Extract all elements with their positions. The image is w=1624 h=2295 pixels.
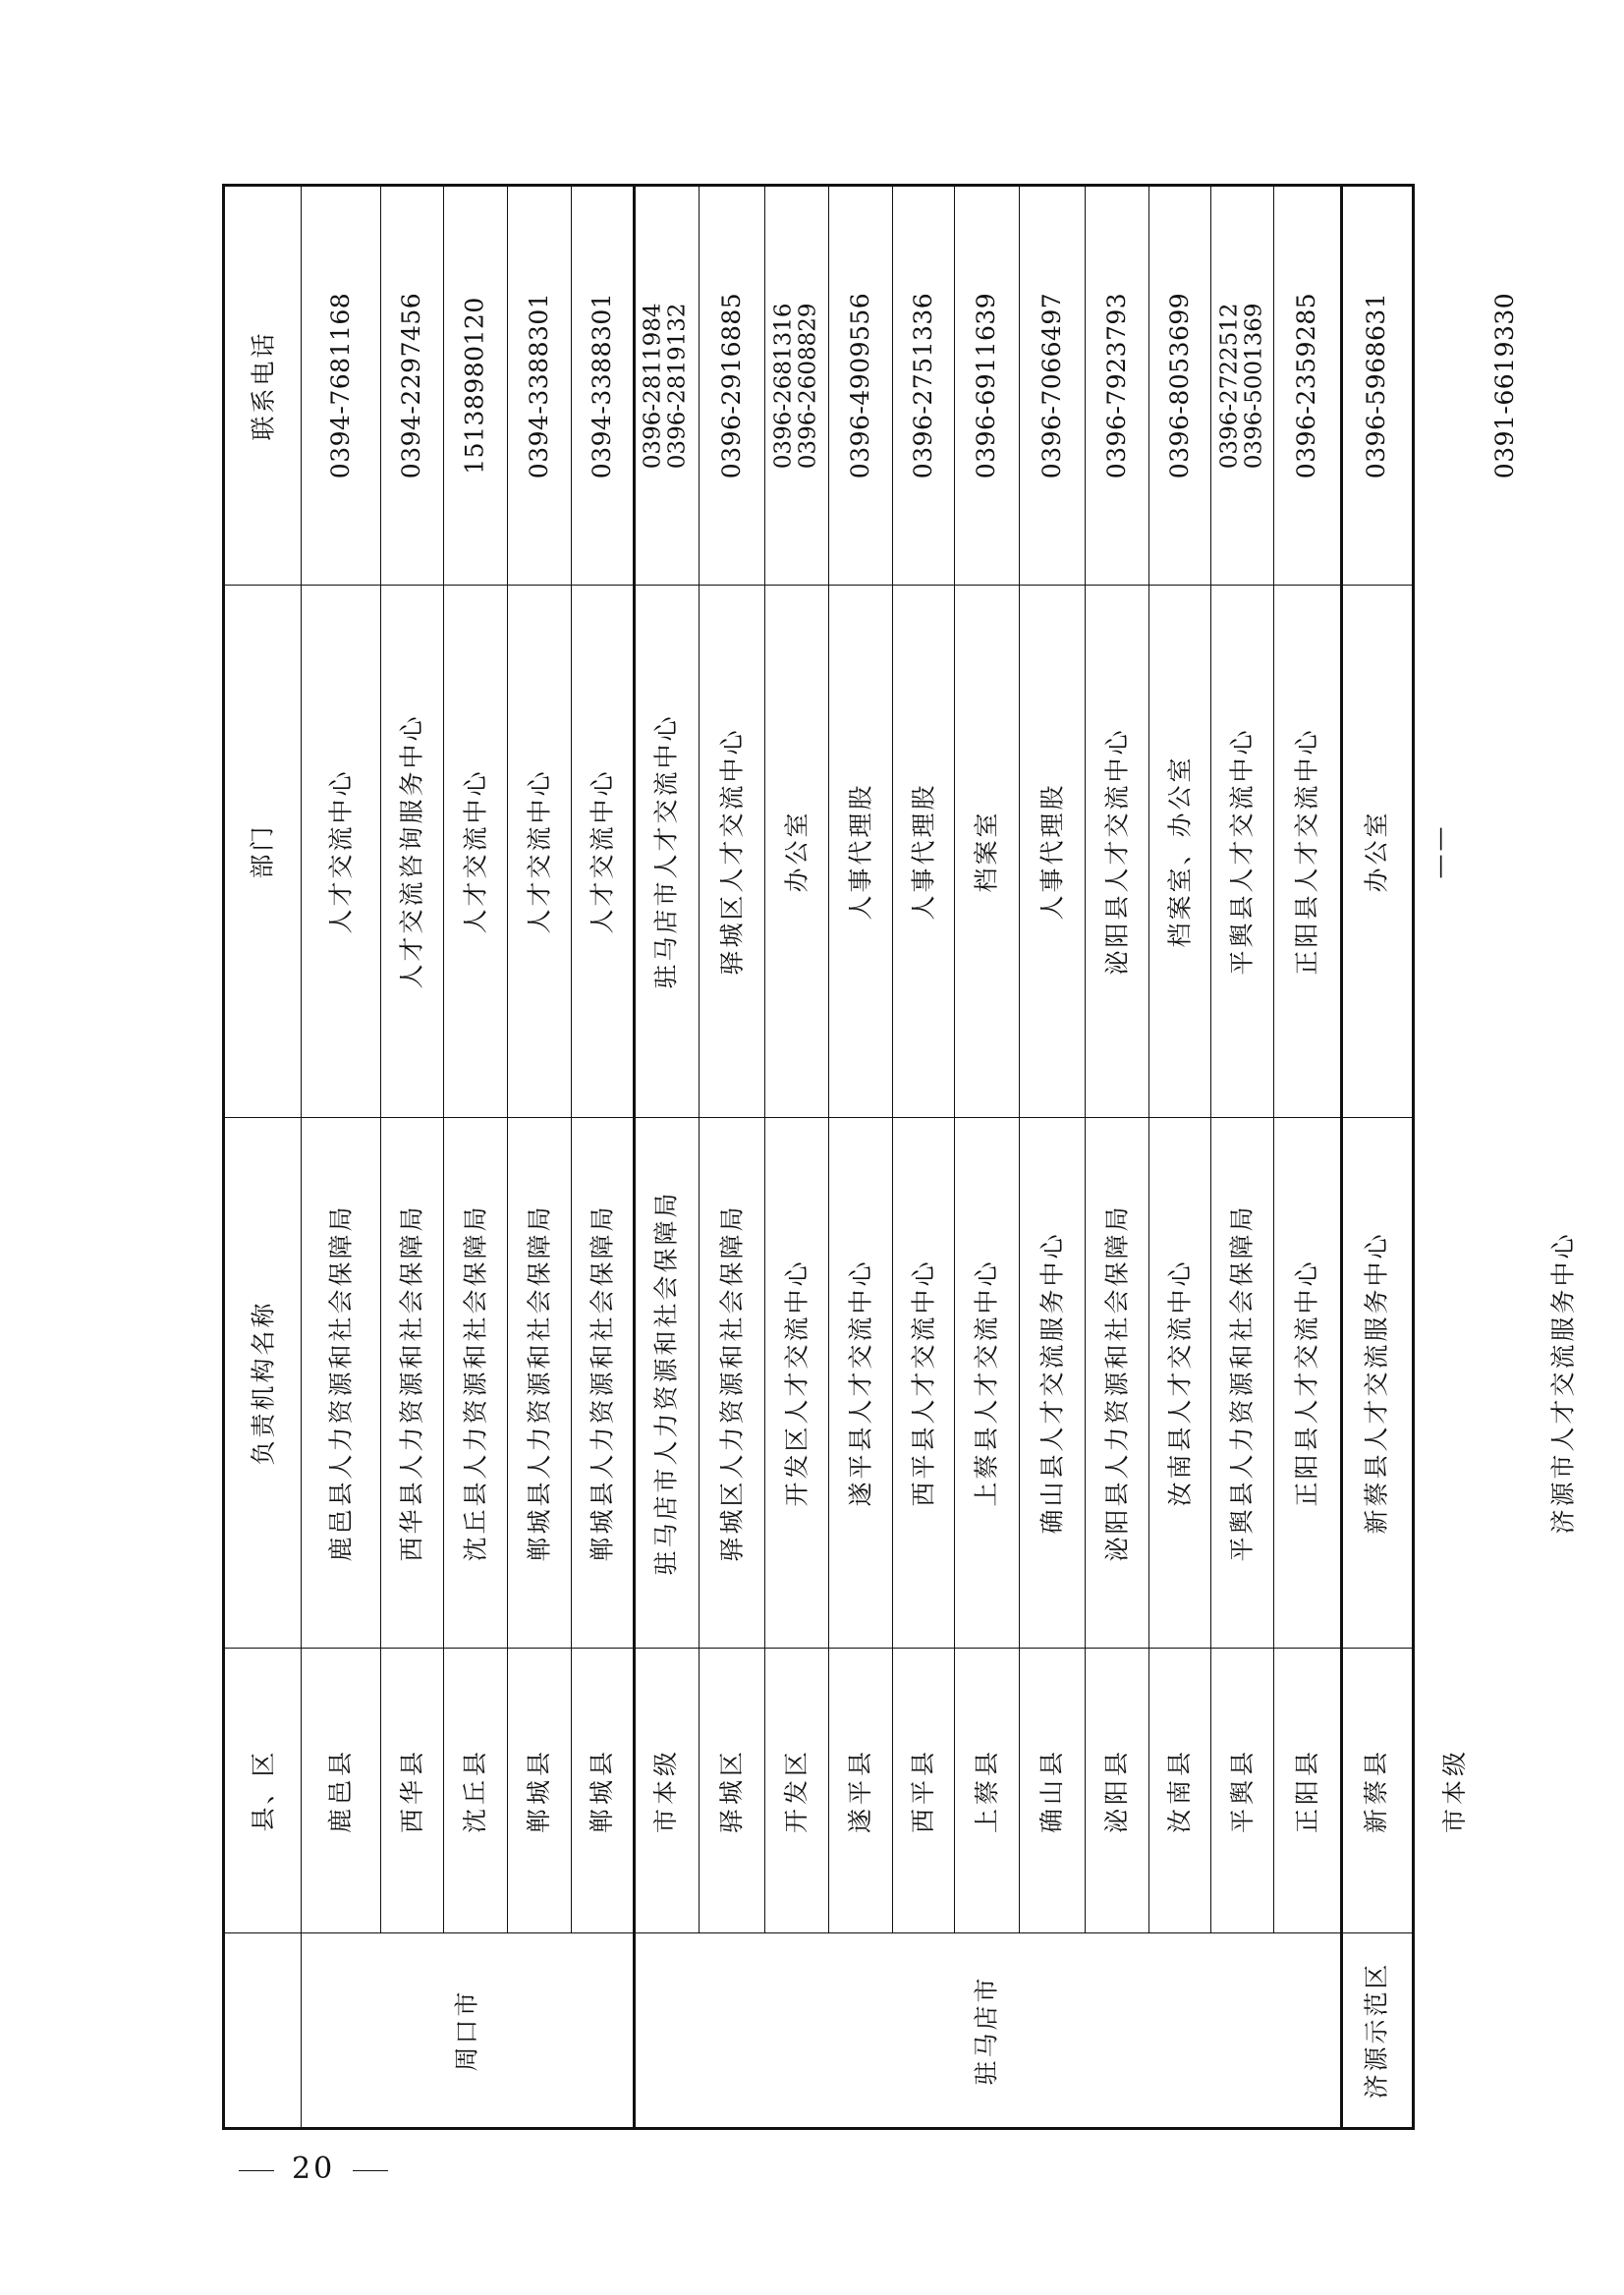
dept-cell <box>507 585 571 1117</box>
phone-cell <box>507 187 571 585</box>
org-cell <box>443 1117 507 1648</box>
phone-cell <box>828 187 892 585</box>
dept-cell <box>828 585 892 1117</box>
dept-name: 办公室 <box>782 809 812 893</box>
contact-table <box>222 184 1578 2130</box>
dept-cell <box>1019 585 1085 1117</box>
county-cell <box>1085 1648 1148 1932</box>
org-cell <box>1019 1117 1085 1648</box>
city-name: 济源示范区 <box>1362 1960 1391 2099</box>
county-name: 西华县 <box>397 1747 426 1833</box>
county-name: 沈丘县 <box>461 1747 490 1833</box>
org-name: 驻马店市人力资源和社会保障局 <box>651 1189 681 1576</box>
org-name: 泌阳县人力资源和社会保障局 <box>1102 1203 1132 1562</box>
city-cell <box>1340 1932 1412 2127</box>
dept-name: 办公室 <box>1362 809 1391 893</box>
header-county <box>225 1648 301 1932</box>
phone-number: 0396-6911639 <box>972 292 1001 479</box>
org-cell <box>380 1117 443 1648</box>
phone-cell <box>443 187 507 585</box>
dept-name: 人事代理股 <box>846 781 875 921</box>
phone-cell <box>1340 187 1412 585</box>
dept-cell <box>380 585 443 1117</box>
org-name: 确山县人才交流服务中心 <box>1037 1230 1067 1535</box>
county-cell <box>699 1648 764 1932</box>
header-phone-text: 联系电话 <box>249 330 278 441</box>
county-name: 郸城县 <box>588 1747 617 1833</box>
phone-number: 0396-5001369 <box>1241 303 1266 469</box>
county-name: 遂平县 <box>846 1747 875 1833</box>
page-dash-left <box>239 2170 274 2171</box>
org-cell <box>699 1117 764 1648</box>
phone-stack <box>772 303 821 469</box>
phone-number: 0396-2608829 <box>795 303 821 469</box>
dept-name: 人事代理股 <box>909 781 938 921</box>
phone-number: 0396-8053699 <box>1165 292 1195 479</box>
dept-name: 人才交流中心 <box>588 767 617 934</box>
county-name: 泌阳县 <box>1102 1747 1132 1833</box>
dept-cell <box>1340 585 1412 1117</box>
phone-cell <box>892 187 954 585</box>
phone-number: 0394-2297456 <box>397 292 426 479</box>
county-name: 平舆县 <box>1227 1747 1257 1833</box>
county-name: 确山县 <box>1037 1747 1067 1833</box>
phone-number: 0394-3388301 <box>588 292 617 479</box>
county-name: 汝南县 <box>1165 1747 1195 1833</box>
dept-name: 人才交流中心 <box>326 767 356 934</box>
org-cell <box>301 1117 380 1648</box>
phone-cell <box>954 187 1019 585</box>
phone-number: 0396-7066497 <box>1037 292 1067 479</box>
dept-cell <box>301 585 380 1117</box>
phone-number: 0396-2751336 <box>909 292 938 479</box>
dept-cell <box>699 585 764 1117</box>
dept-cell <box>1085 585 1148 1117</box>
org-cell <box>571 1117 633 1648</box>
county-cell <box>892 1648 954 1932</box>
phone-number: 0396-2819132 <box>664 303 691 469</box>
dept-name: 档案室 <box>972 809 1001 893</box>
phone-number: 0396-4909556 <box>846 292 875 479</box>
header-org <box>225 1117 301 1648</box>
phone-number: 0396-2681316 <box>770 303 797 469</box>
header-phone <box>225 187 301 585</box>
county-cell <box>1412 1648 1497 1932</box>
phone-cell <box>1085 187 1148 585</box>
phone-number: 0396-2722512 <box>1216 303 1243 469</box>
city-name: 驻马店市 <box>972 1974 1001 2086</box>
city-cell <box>301 1932 633 2127</box>
phone-cell <box>301 187 380 585</box>
county-cell <box>1148 1648 1210 1932</box>
org-name: 开发区人才交流中心 <box>782 1258 812 1507</box>
org-name: 遂平县人才交流中心 <box>846 1258 875 1507</box>
dept-name: 正阳县人才交流中心 <box>1292 726 1321 976</box>
county-name: 开发区 <box>782 1747 812 1833</box>
org-cell <box>1085 1117 1148 1648</box>
org-name: 郸城县人力资源和社会保障局 <box>525 1203 554 1562</box>
dept-name: 人事代理股 <box>1037 781 1067 921</box>
phone-cell <box>633 187 699 585</box>
header-dept-text: 部门 <box>248 822 277 879</box>
phone-stack <box>1217 303 1266 469</box>
county-cell <box>301 1648 380 1932</box>
org-name: 驿城区人力资源和社会保障局 <box>717 1203 747 1562</box>
county-cell <box>954 1648 1019 1932</box>
org-cell <box>507 1117 571 1648</box>
county-cell <box>828 1648 892 1932</box>
header-org-text: 负责机构名称 <box>249 1299 278 1466</box>
page-number <box>221 2152 406 2186</box>
county-name: 郸城县 <box>525 1747 554 1833</box>
county-cell <box>1210 1648 1273 1932</box>
org-name: 平舆县人力资源和社会保障局 <box>1227 1203 1257 1562</box>
org-name: 上蔡县人才交流中心 <box>972 1258 1001 1507</box>
county-cell <box>571 1648 633 1932</box>
phone-number: 0394-3388301 <box>525 292 554 479</box>
header-county-text: 县、区 <box>249 1748 278 1832</box>
org-cell <box>1340 1117 1412 1648</box>
dept-name: 人才交流中心 <box>461 767 490 934</box>
phone-number: 0396-5968631 <box>1362 292 1391 479</box>
dept-cell <box>1210 585 1273 1117</box>
county-name: 市本级 <box>651 1747 681 1833</box>
org-name: 新蔡县人才交流服务中心 <box>1362 1230 1391 1535</box>
phone-number: 0391-6619330 <box>1490 292 1520 479</box>
dept-cell <box>633 585 699 1117</box>
phone-cell <box>1210 187 1273 585</box>
county-name: 新蔡县 <box>1362 1747 1391 1833</box>
phone-cell <box>764 187 828 585</box>
org-cell <box>1273 1117 1340 1648</box>
dept-name: 驻马店市人才交流中心 <box>651 712 681 989</box>
phone-number: 15138980120 <box>461 297 489 475</box>
org-name: 鹿邑县人力资源和社会保障局 <box>326 1203 356 1562</box>
phone-stack <box>642 303 691 469</box>
county-cell <box>1340 1648 1412 1932</box>
county-name: 西平县 <box>909 1747 938 1833</box>
county-name: 正阳县 <box>1292 1747 1321 1833</box>
dept-cell <box>764 585 828 1117</box>
header-dept <box>225 585 301 1117</box>
org-name: 沈丘县人力资源和社会保障局 <box>461 1203 490 1562</box>
county-cell <box>443 1648 507 1932</box>
phone-number: 0396-2359285 <box>1292 292 1321 479</box>
dept-name: 人才交流咨询服务中心 <box>397 712 426 989</box>
dept-cell <box>892 585 954 1117</box>
county-cell <box>1273 1648 1340 1932</box>
dept-cell <box>1273 585 1340 1117</box>
dept-name: 平舆县人才交流中心 <box>1227 726 1257 976</box>
org-name: 郸城县人力资源和社会保障局 <box>588 1203 617 1562</box>
header-city <box>225 1932 301 2127</box>
county-name: 驿城区 <box>717 1747 747 1833</box>
phone-cell <box>1148 187 1210 585</box>
dept-name: 人才交流中心 <box>525 767 554 934</box>
dept-cell <box>571 585 633 1117</box>
phone-cell <box>1412 187 1597 585</box>
dept-cell <box>954 585 1019 1117</box>
org-name: 西平县人才交流中心 <box>909 1258 938 1507</box>
org-name: 西华县人力资源和社会保障局 <box>397 1203 426 1562</box>
county-name: 上蔡县 <box>972 1747 1001 1833</box>
dept-name: —— <box>1425 823 1454 878</box>
page-dash-right <box>353 2170 388 2171</box>
dept-cell <box>1148 585 1210 1117</box>
city-name: 周口市 <box>452 1987 481 2072</box>
phone-cell <box>571 187 633 585</box>
phone-cell <box>699 187 764 585</box>
org-cell <box>892 1117 954 1648</box>
page-number-text: 20 <box>292 2152 336 2186</box>
phone-number: 0396-2916885 <box>717 292 747 479</box>
dept-name: 泌阳县人才交流中心 <box>1102 726 1132 976</box>
org-cell <box>1210 1117 1273 1648</box>
phone-cell <box>1019 187 1085 585</box>
org-cell <box>828 1117 892 1648</box>
org-cell <box>633 1117 699 1648</box>
county-cell <box>764 1648 828 1932</box>
org-cell <box>764 1117 828 1648</box>
dept-name: 档案室、办公室 <box>1165 754 1195 948</box>
phone-number: 0394-7681168 <box>326 292 356 479</box>
dept-name: 驿城区人才交流中心 <box>717 726 747 976</box>
dept-cell <box>1412 585 1467 1117</box>
org-name: 正阳县人才交流中心 <box>1292 1258 1321 1507</box>
phone-cell <box>380 187 443 585</box>
phone-number: 0396-7923793 <box>1102 292 1132 479</box>
city-cell <box>633 1932 1340 2127</box>
county-name: 鹿邑县 <box>326 1747 356 1833</box>
county-cell <box>507 1648 571 1932</box>
org-cell <box>1148 1117 1210 1648</box>
county-cell <box>1019 1648 1085 1932</box>
phone-number: 0396-2811984 <box>640 303 666 469</box>
dept-cell <box>443 585 507 1117</box>
county-name: 市本级 <box>1440 1747 1470 1833</box>
phone-cell <box>1273 187 1340 585</box>
county-cell <box>380 1648 443 1932</box>
org-cell <box>1412 1117 1624 1648</box>
county-cell <box>633 1648 699 1932</box>
org-name: 汝南县人才交流中心 <box>1165 1258 1195 1507</box>
org-cell <box>954 1117 1019 1648</box>
org-name: 济源市人才交流服务中心 <box>1548 1230 1578 1535</box>
